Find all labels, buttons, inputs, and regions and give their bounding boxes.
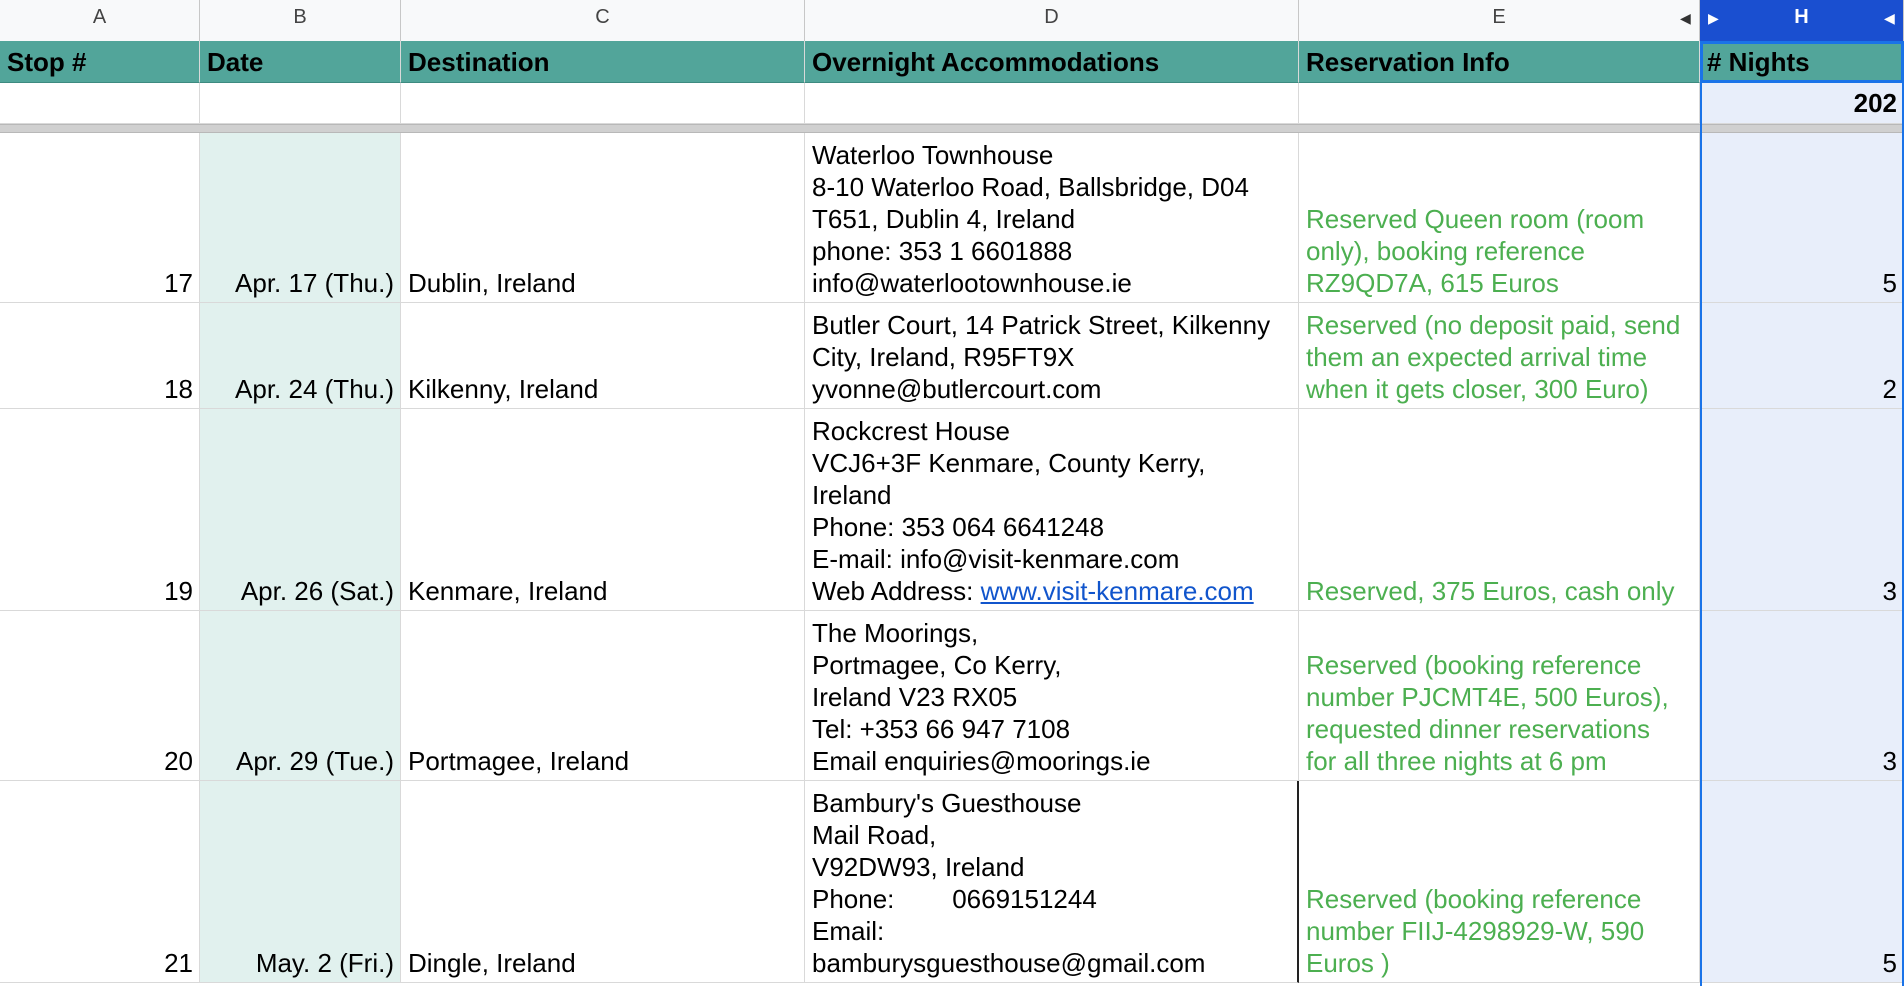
hidden-columns-left-arrow-icon[interactable]: ◀ — [1680, 10, 1691, 26]
accommodation-line: yvonne@butlercourt.com — [812, 374, 1102, 404]
total-nights-cell[interactable]: 202 — [1700, 83, 1904, 124]
table-row — [0, 133, 1904, 303]
reservation-line: RZ9QD7A, 615 Euros — [1306, 268, 1559, 298]
date-cell[interactable]: Apr. 24 (Thu.) — [200, 303, 401, 409]
accommodation-line: info@waterlootownhouse.ie — [812, 268, 1132, 298]
reservation-line: Reserved Queen room (room — [1306, 204, 1645, 234]
hidden-columns-right-arrow-icon[interactable]: ▶ — [1708, 10, 1719, 26]
reservation-cell[interactable] — [1299, 133, 1700, 303]
date-cell[interactable]: Apr. 17 (Thu.) — [200, 133, 401, 303]
header-stop[interactable]: Stop # — [0, 41, 200, 83]
accommodation-line: Portmagee, Co Kerry, — [812, 650, 1062, 680]
accommodation-line: Rockcrest House — [812, 416, 1010, 446]
stop-cell[interactable]: 17 — [0, 133, 200, 303]
accommodation-line: 8-10 Waterloo Road, Ballsbridge, D04 — [812, 172, 1249, 202]
reservation-line: number PJCMT4E, 500 Euros), — [1306, 682, 1669, 712]
accommodation-line: V92DW93, Ireland — [812, 852, 1025, 882]
header-row — [0, 41, 1904, 83]
column-header-c[interactable]: C — [401, 0, 805, 41]
header-accommodations[interactable]: Overnight Accommodations — [805, 41, 1299, 83]
hidden-columns-left-arrow-icon-2[interactable]: ◀ — [1884, 10, 1895, 26]
web-address-line — [812, 575, 1292, 607]
reservation-line: Euros ) — [1306, 948, 1390, 978]
nights-cell[interactable]: 2 — [1700, 303, 1904, 409]
column-header-bar — [0, 0, 1904, 42]
total-row — [0, 83, 1904, 124]
stop-cell[interactable]: 18 — [0, 303, 200, 409]
date-cell[interactable]: Apr. 29 (Tue.) — [200, 611, 401, 781]
reservation-line: them an expected arrival time — [1306, 342, 1648, 372]
accommodation-line: Email enquiries@moorings.ie — [812, 746, 1151, 776]
header-destination[interactable]: Destination — [401, 41, 805, 83]
column-header-e[interactable]: E — [1299, 0, 1700, 41]
reservation-line: when it gets closer, 300 Euro) — [1306, 374, 1649, 404]
cell-empty[interactable] — [1299, 83, 1700, 124]
column-header-h[interactable]: H — [1700, 0, 1904, 41]
reservation-line: requested dinner reservations — [1306, 714, 1650, 744]
accommodation-cell[interactable] — [805, 409, 1299, 611]
reservation-cell[interactable] — [1299, 781, 1700, 983]
accommodation-line: phone: 353 1 6601888 — [812, 236, 1073, 266]
accommodation-line: Butler Court, 14 Patrick Street, Kilkenny — [812, 310, 1271, 340]
frozen-rows-divider[interactable] — [0, 124, 1904, 133]
cell-empty[interactable] — [805, 83, 1299, 124]
reservation-line: Reserved, 375 Euros, cash only — [1306, 576, 1675, 606]
stop-cell[interactable]: 21 — [0, 781, 200, 983]
stop-cell[interactable]: 19 — [0, 409, 200, 611]
reservation-line: number FIIJ-4298929-W, 590 — [1306, 916, 1645, 946]
accommodation-line: bamburysguesthouse@gmail.com — [812, 948, 1206, 978]
reservation-line: Reserved (no deposit paid, send — [1306, 310, 1681, 340]
accommodation-line: T651, Dublin 4, Ireland — [812, 204, 1076, 234]
accommodation-cell[interactable] — [805, 611, 1299, 781]
header-date[interactable]: Date — [200, 41, 401, 83]
header-nights[interactable]: # Nights — [1700, 41, 1904, 83]
reservation-line: Reserved (booking reference — [1306, 884, 1642, 914]
table-row — [0, 409, 1904, 611]
header-reservation-info[interactable]: Reservation Info — [1299, 41, 1700, 83]
table-row — [0, 611, 1904, 781]
stop-cell[interactable]: 20 — [0, 611, 200, 781]
reservation-line: for all three nights at 6 pm — [1306, 746, 1607, 776]
date-cell[interactable]: Apr. 26 (Sat.) — [200, 409, 401, 611]
accommodation-line: The Moorings, — [812, 618, 979, 648]
cell-empty[interactable] — [0, 83, 200, 124]
accommodation-line: Bambury's Guesthouse — [812, 788, 1082, 818]
accommodation-line: E-mail: info@visit-kenmare.com — [812, 544, 1180, 574]
nights-cell[interactable]: 5 — [1700, 133, 1904, 303]
reservation-line: Reserved (booking reference — [1306, 650, 1642, 680]
accommodation-cell[interactable] — [805, 133, 1299, 303]
destination-cell[interactable]: Kilkenny, Ireland — [401, 303, 805, 409]
accommodation-line: Phone: 0669151244 — [812, 884, 1097, 914]
destination-cell[interactable]: Dingle, Ireland — [401, 781, 805, 983]
table-row — [0, 781, 1904, 983]
accommodation-line: Ireland V23 RX05 — [812, 682, 1018, 712]
accommodation-line: Waterloo Townhouse — [812, 140, 1054, 170]
cell-empty[interactable] — [401, 83, 805, 124]
date-cell[interactable]: May. 2 (Fri.) — [200, 781, 401, 983]
column-header-a[interactable]: A — [0, 0, 200, 41]
reservation-cell[interactable] — [1299, 409, 1700, 611]
reservation-line: only), booking reference — [1306, 236, 1585, 266]
accommodation-line: City, Ireland, R95FT9X — [812, 342, 1075, 372]
web-address-label: Web Address: — [812, 576, 981, 606]
accommodation-cell[interactable] — [805, 781, 1299, 983]
nights-cell[interactable]: 3 — [1700, 611, 1904, 781]
nights-cell[interactable]: 3 — [1700, 409, 1904, 611]
reservation-cell[interactable] — [1299, 303, 1700, 409]
table-row — [0, 303, 1904, 409]
cell-empty[interactable] — [200, 83, 401, 124]
accommodation-line: Tel: +353 66 947 7108 — [812, 714, 1071, 744]
accommodation-cell[interactable] — [805, 303, 1299, 409]
accommodation-line: VCJ6+3F Kenmare, County Kerry, — [812, 448, 1206, 478]
destination-cell[interactable]: Dublin, Ireland — [401, 133, 805, 303]
reservation-cell[interactable] — [1299, 611, 1700, 781]
accommodation-line: Mail Road, — [812, 820, 937, 850]
website-link[interactable]: www.visit-kenmare.com — [980, 576, 1254, 606]
accommodation-line: Phone: 353 064 6641248 — [812, 512, 1105, 542]
destination-cell[interactable]: Kenmare, Ireland — [401, 409, 805, 611]
column-header-b[interactable]: B — [200, 0, 401, 41]
column-header-d[interactable]: D — [805, 0, 1299, 41]
accommodation-line: Email: — [812, 916, 885, 946]
accommodation-line: Ireland — [812, 480, 892, 510]
destination-cell[interactable]: Portmagee, Ireland — [401, 611, 805, 781]
nights-cell[interactable]: 5 — [1700, 781, 1904, 983]
